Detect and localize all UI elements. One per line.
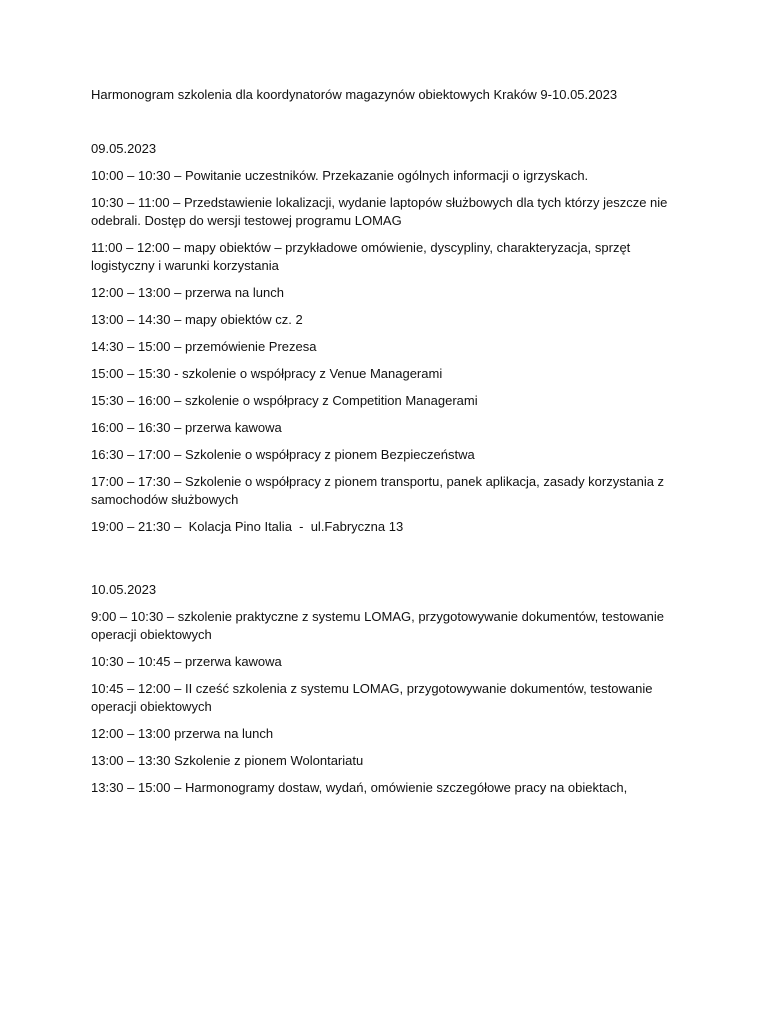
schedule-entry: 12:00 – 13:00 przerwa na lunch bbox=[91, 726, 274, 741]
schedule-entry: 16:00 – 16:30 – przerwa kawowa bbox=[91, 420, 282, 435]
day-date: 09.05.2023 bbox=[91, 141, 157, 156]
day-section-1 bbox=[91, 140, 681, 536]
day-date: 10.05.2023 bbox=[91, 582, 157, 597]
schedule-entry: 16:30 – 17:00 – Szkolenie o współpracy z pionem Bezpieczeństwa bbox=[91, 447, 475, 462]
schedule-entry: 10:45 – 12:00 – II cześć szkolenia z systemu LOMAG, przygotowywanie dokumentów, testowanie operacji obiektowych bbox=[91, 681, 653, 714]
schedule-entry: 19:00 – 21:30 – Kolacja Pino Italia - ul.Fabryczna 13 bbox=[91, 519, 404, 534]
section-spacer bbox=[91, 545, 681, 581]
schedule-entry: 12:00 – 13:00 – przerwa na lunch bbox=[91, 285, 284, 300]
schedule-entry: 10:30 – 11:00 – Przedstawienie lokalizacji, wydanie laptopów służbowych dla tych którzy jeszcze nie odebrali. Dostęp do wersji testowej programu LOMAG bbox=[91, 195, 668, 228]
schedule-entry: 10:30 – 10:45 – przerwa kawowa bbox=[91, 654, 282, 669]
day-section-2 bbox=[91, 581, 681, 797]
schedule-entry: 13:30 – 15:00 – Harmonogramy dostaw, wydań, omówienie szczegółowe pracy na obiektach, bbox=[91, 780, 628, 795]
schedule-entry: 9:00 – 10:30 – szkolenie praktyczne z systemu LOMAG, przygotowywanie dokumentów, testowanie operacji obiektowych bbox=[91, 609, 665, 642]
schedule-entry: 13:00 – 13:30 Szkolenie z pionem Wolontariatu bbox=[91, 753, 364, 768]
document-title: Harmonogram szkolenia dla koordynatorów magazynów obiektowych Kraków 9-10.05.2023 bbox=[91, 87, 618, 102]
schedule-entry: 11:00 – 12:00 – mapy obiektów – przykładowe omówienie, dyscypliny, charakteryzacja, sprzęt logistyczny i warunki korzystania bbox=[91, 240, 631, 273]
schedule-entry: 15:00 – 15:30 - szkolenie o współpracy z Venue Managerami bbox=[91, 366, 443, 381]
schedule-entry: 17:00 – 17:30 – Szkolenie o współpracy z pionem transportu, panek aplikacja, zasady korzystania z samochodów służbowych bbox=[91, 474, 665, 507]
schedule-entry: 10:00 – 10:30 – Powitanie uczestników. Przekazanie ogólnych informacji o igrzyskach. bbox=[91, 168, 589, 183]
schedule-entry: 14:30 – 15:00 – przemówienie Prezesa bbox=[91, 339, 317, 354]
schedule-entry: 13:00 – 14:30 – mapy obiektów cz. 2 bbox=[91, 312, 303, 327]
document-page bbox=[91, 86, 681, 806]
schedule-entry: 15:30 – 16:00 – szkolenie o współpracy z Competition Managerami bbox=[91, 393, 478, 408]
